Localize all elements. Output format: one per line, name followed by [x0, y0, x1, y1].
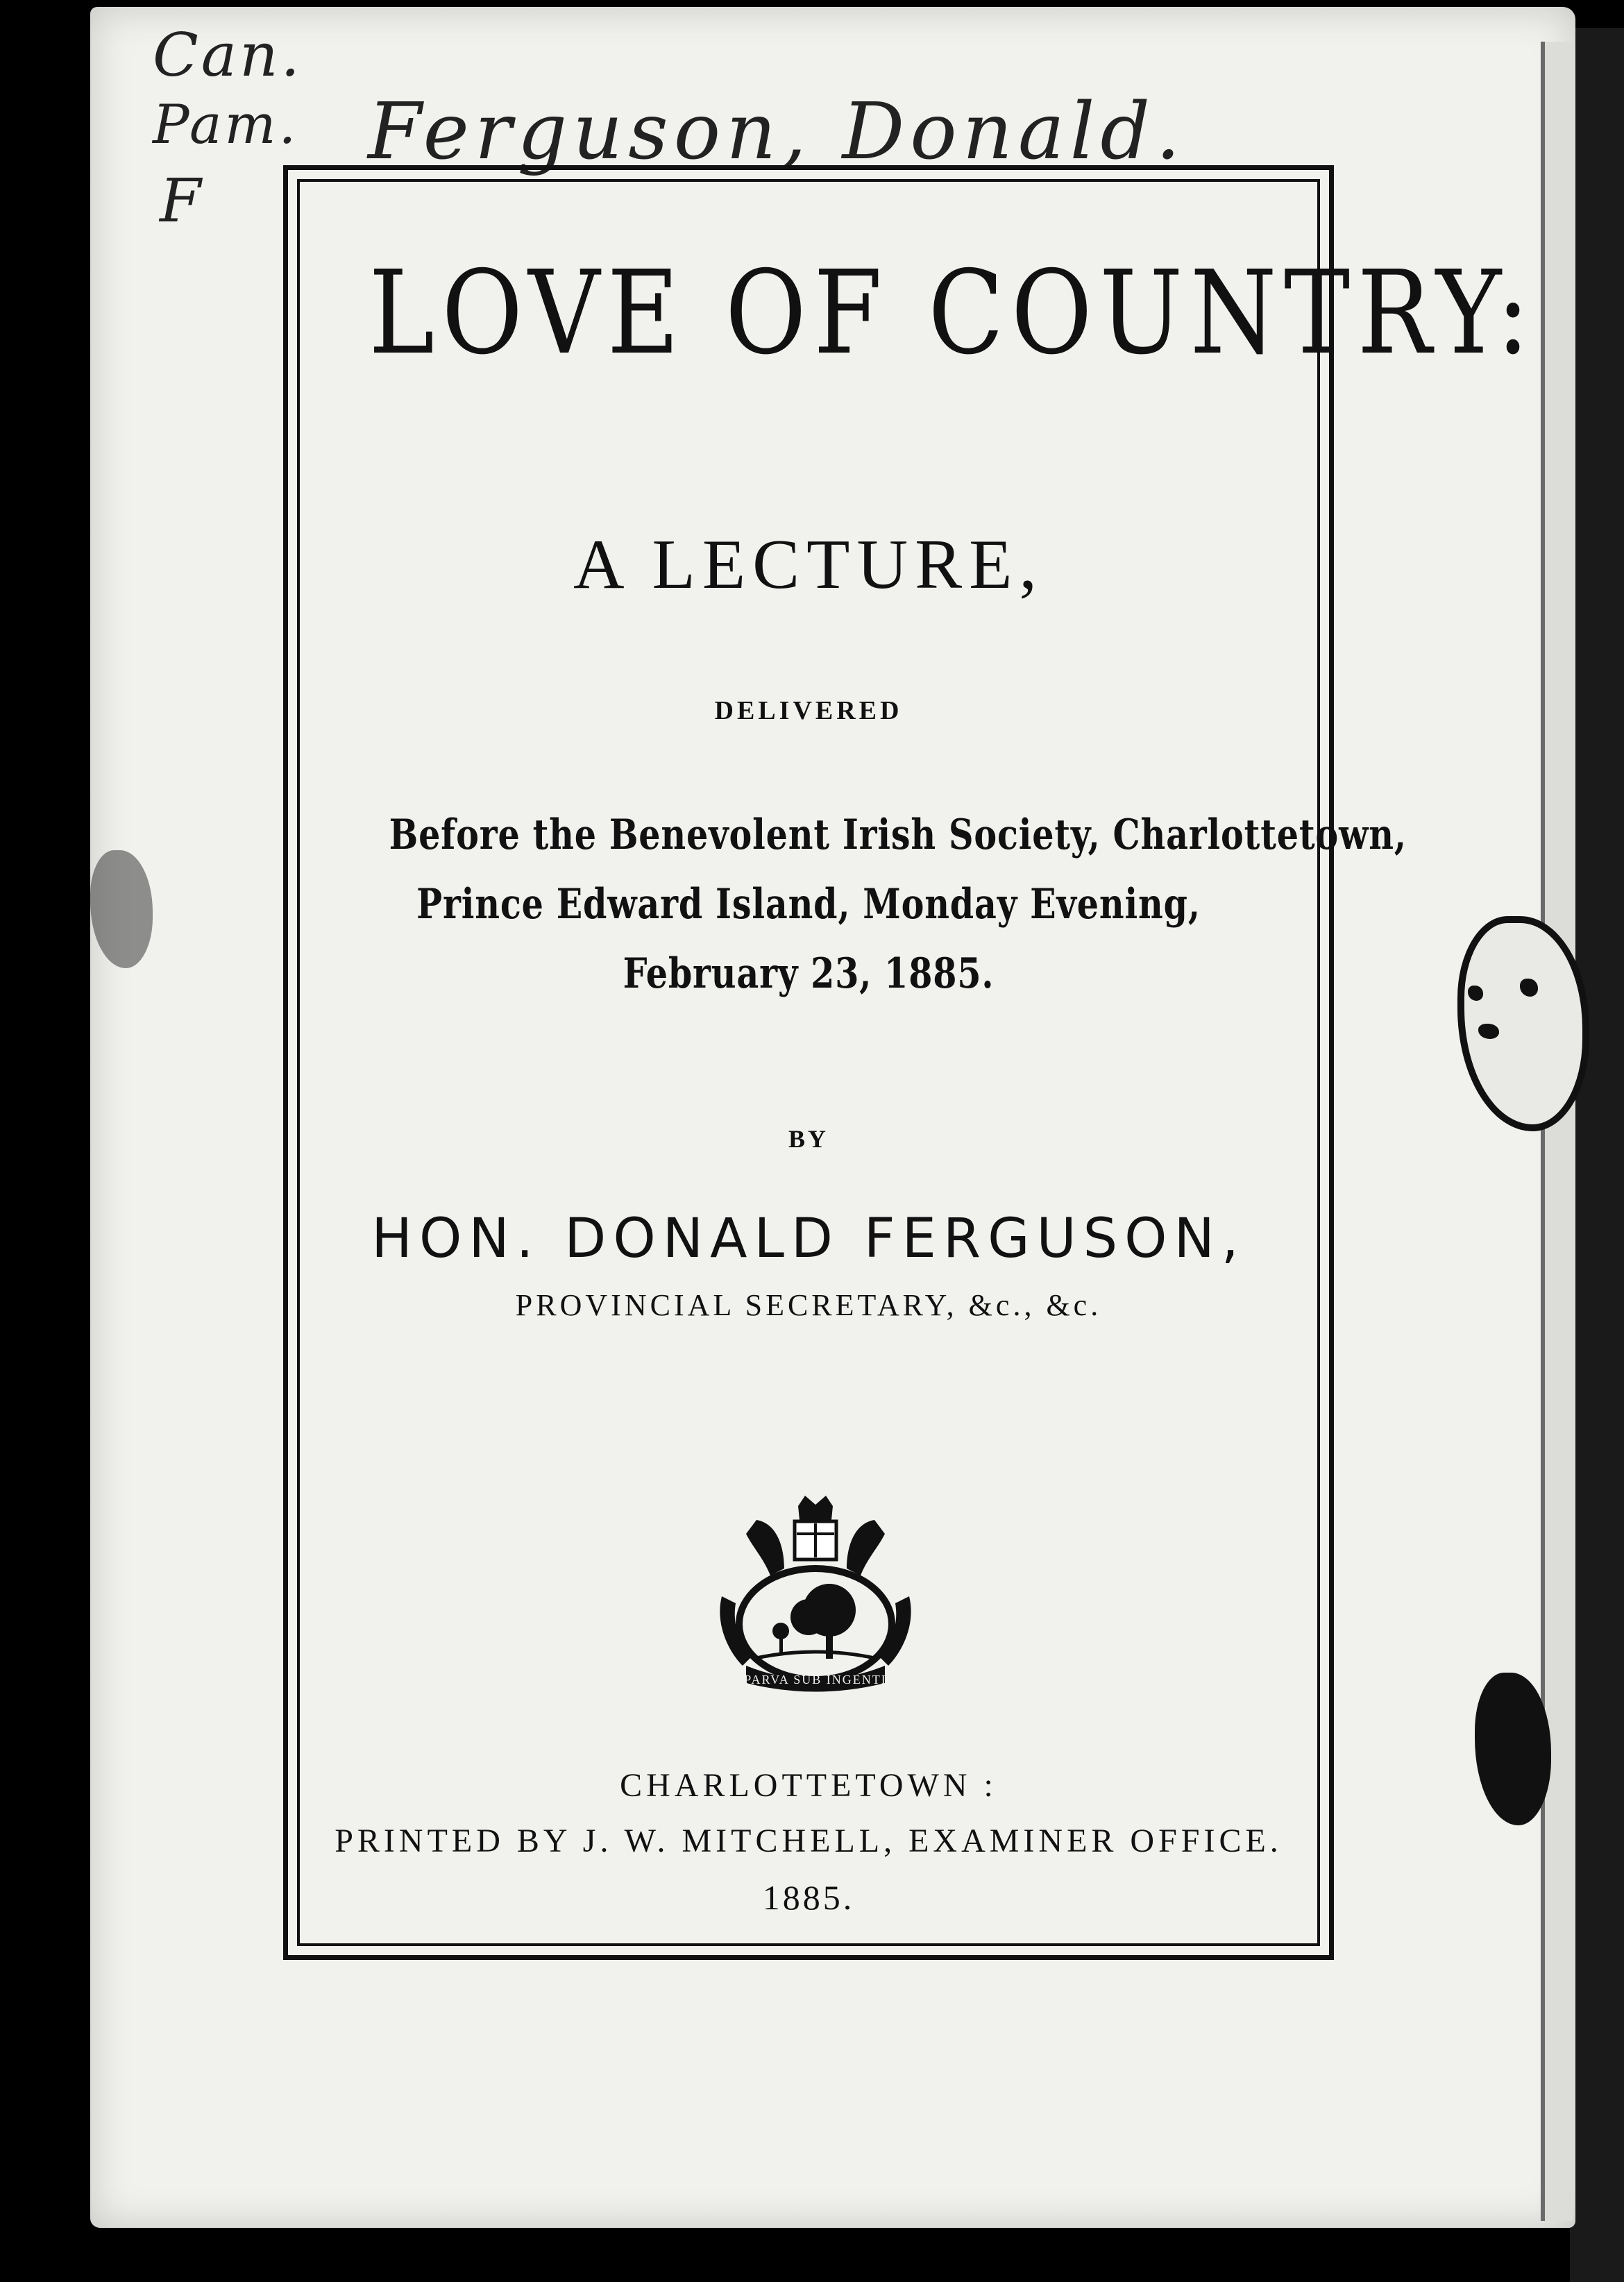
emblem-motto: PARVA SUB INGENTI	[744, 1673, 887, 1687]
handwritten-line-2: Pam.	[153, 94, 299, 156]
occasion-line-2: Prince Edward Island, Monday Evening,	[416, 880, 1201, 929]
subtitle: A LECTURE,	[573, 525, 1044, 604]
occasion-line-1: Before the Benevolent Irish Society, Charlottetown,	[389, 811, 1407, 859]
handwritten-author-name: Ferguson, Donald.	[368, 87, 1186, 177]
author-position: PROVINCIAL SECRETARY, &c., &c.	[515, 1288, 1102, 1322]
imprint-year: 1885.	[762, 1878, 855, 1917]
emblem-drawing	[715, 1492, 916, 1700]
speck-1	[1468, 986, 1483, 1001]
speck-2	[1520, 979, 1538, 997]
binding-edge	[1570, 28, 1624, 2282]
imprint-printer: PRINTED BY J. W. MITCHELL, EXAMINER OFFICE.	[335, 1823, 1283, 1859]
page-title: LOVE OF COUNTRY:	[369, 246, 1537, 380]
sheet-spine	[1541, 42, 1573, 2221]
coat-of-arms-emblem-icon	[715, 1492, 916, 1700]
imprint-place: CHARLOTTETOWN :	[620, 1767, 997, 1804]
delivered-label: DELIVERED	[714, 696, 903, 725]
by-label: BY	[788, 1125, 829, 1153]
occasion-line-3: February 23, 1885.	[623, 949, 995, 998]
handwritten-line-3: F	[160, 167, 204, 236]
handwritten-line-1: Can.	[153, 21, 303, 90]
author-name: HON. DONALD FERGUSON,	[371, 1208, 1246, 1270]
